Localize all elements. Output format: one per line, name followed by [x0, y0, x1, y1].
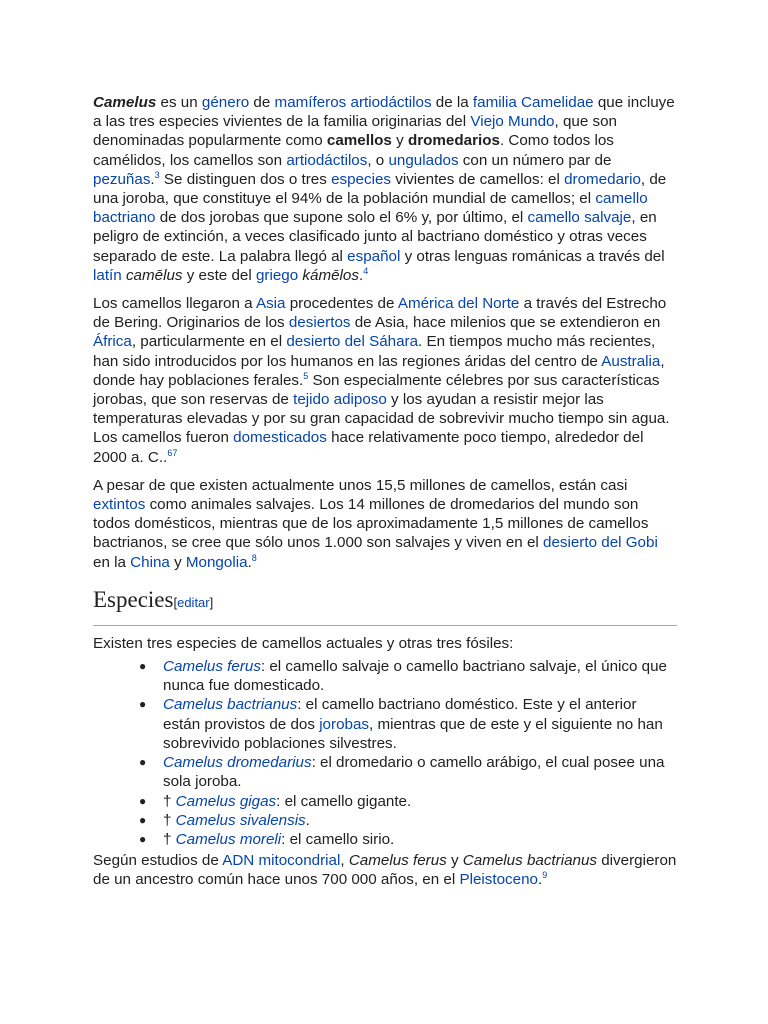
link-artiodactilos[interactable]: artiodáctilos	[286, 151, 368, 169]
link-camelus-moreli[interactable]: Camelus moreli	[175, 830, 282, 848]
edit-section	[173, 595, 213, 610]
dna-paragraph	[93, 851, 677, 889]
link-asia[interactable]: Asia	[255, 295, 286, 313]
text: : el camello bactriano doméstico. Este y el anterior están provistos de dos	[163, 696, 637, 733]
text: , que son denominadas popularmente como	[93, 113, 617, 150]
link-jorobas[interactable]: jorobas	[319, 715, 369, 733]
text: Son especialmente célebres por sus características jorobas, que son reservas de	[93, 371, 660, 409]
link-camelus-gigas[interactable]: Camelus gigas	[175, 792, 277, 810]
text: con un número par de	[458, 151, 612, 169]
text: , o	[367, 151, 389, 169]
link-genero[interactable]: género	[201, 94, 250, 111]
ref-67[interactable]: 67	[167, 447, 178, 458]
text: de la	[431, 94, 473, 111]
link-latin[interactable]: latín	[93, 266, 122, 284]
link-mongolia[interactable]: Mongolia	[185, 553, 248, 571]
text: .	[358, 266, 364, 284]
text: de Asia, hace milenios que se extendieron en	[350, 314, 661, 332]
text: Se distinguen dos o tres	[159, 170, 332, 188]
link-desierto-del-gobi[interactable]: desierto del Gobi	[543, 534, 658, 552]
ref-9[interactable]: 9	[542, 870, 548, 881]
text: . Como todos los camélidos, los camellos son	[93, 132, 614, 169]
link-domesticados[interactable]: domesticados	[233, 429, 327, 447]
species-camelus-bactrianus: Camelus bactrianus	[462, 852, 598, 870]
text: a través del Estrecho de Bering. Originarios de los	[93, 295, 667, 332]
link-dromedario[interactable]: dromedario	[564, 170, 641, 188]
bullet-icon: ●	[139, 755, 147, 770]
link-camello-salvaje[interactable]: camello salvaje	[527, 209, 632, 227]
text: como animales salvajes. Los 14 millones de dromedarios del mundo son todos domésticos, mientras que de los aproximadamente 1,5 millones de camellos bactrianos, se cree que sólo unos 1.000 son salvajes y viven en el	[93, 496, 649, 552]
section-heading-especies	[93, 586, 677, 626]
text: y	[169, 553, 186, 571]
bracket-close: ]	[209, 594, 214, 610]
link-tejido-adiposo[interactable]: tejido adiposo	[293, 391, 387, 409]
bullet-icon: ●	[139, 812, 147, 827]
link-extintos[interactable]: extintos	[93, 496, 146, 514]
ref-8[interactable]: 8	[251, 552, 257, 563]
edit-link[interactable]: editar	[177, 594, 210, 610]
bullet-icon: ●	[139, 697, 147, 712]
link-camelus-bactrianus[interactable]: Camelus bactrianus	[163, 696, 298, 714]
list-item	[93, 753, 677, 791]
ref-3[interactable]: 3	[154, 169, 160, 180]
text: A pesar de que existen actualmente unos 15,5 millones de camellos, están casi	[93, 476, 628, 494]
list-item	[93, 792, 677, 811]
link-ungulados[interactable]: ungulados	[388, 151, 459, 169]
text: , en peligro de extinción, a veces clasificado junto al bactriano doméstico y otras veces separado de este. La palabra llegó al	[93, 209, 657, 265]
ref-5[interactable]: 5	[303, 370, 309, 381]
link-espanol[interactable]: español	[347, 247, 401, 265]
text: .	[537, 871, 543, 889]
text: ,	[340, 852, 349, 870]
link-camelus-ferus[interactable]: Camelus ferus	[163, 658, 261, 676]
greek-word: kámēlos	[302, 266, 359, 284]
list-item	[93, 830, 677, 849]
text: Los camellos llegaron a	[93, 295, 256, 313]
text: : el dromedario o camello arábigo, el cual posee una sola joroba.	[163, 754, 665, 791]
text: : el camello gigante.	[276, 792, 412, 810]
link-camelus-dromedarius[interactable]: Camelus dromedarius	[163, 754, 312, 772]
species-list	[93, 657, 677, 849]
text: y este del	[182, 266, 256, 284]
text: y otras lenguas románicas a través del	[400, 247, 665, 265]
text: : el camello salvaje o camello bactriano salvaje, el único que nunca fue domesticado.	[163, 658, 667, 695]
link-viejo-mundo[interactable]: Viejo Mundo	[470, 113, 555, 131]
link-australia[interactable]: Australia	[601, 352, 661, 370]
article-body	[93, 93, 677, 899]
text: que incluye a las tres especies vivientes de la familia originarias del	[93, 94, 675, 131]
population-paragraph	[93, 476, 677, 572]
text: y los ayudan a resistir mejor las temperaturas elevadas y por su gran capacidad de sobrevivir mucho tiempo sin agua. Los camellos fueron	[93, 391, 670, 447]
text: . En tiempos mucho más recientes, han sido introducidos por los humanos en las regiones áridas del centro de	[93, 333, 656, 370]
text: vivientes de camellos: el	[391, 170, 565, 188]
origin-paragraph	[93, 294, 677, 467]
dagger-icon: †	[163, 811, 176, 829]
bullet-icon: ●	[139, 659, 147, 674]
text: en la	[93, 553, 131, 571]
bold-dromedarios: dromedarios	[407, 132, 500, 150]
link-desiertos[interactable]: desiertos	[288, 314, 351, 332]
link-china[interactable]: China	[130, 553, 170, 571]
species-camelus-ferus: Camelus ferus	[348, 852, 447, 870]
link-pezunas[interactable]: pezuñas	[93, 170, 151, 188]
text: hace relativamente poco tiempo, alrededor del 2000 a. C..	[93, 429, 644, 466]
link-mamiferos-artiodactilos[interactable]: mamíferos artiodáctilos	[274, 94, 432, 111]
link-pleistoceno[interactable]: Pleistoceno	[459, 871, 538, 889]
link-camelus-sivalensis[interactable]: Camelus sivalensis	[175, 811, 306, 829]
list-item	[93, 657, 677, 695]
text: y	[391, 132, 408, 150]
link-griego[interactable]: griego	[255, 266, 299, 284]
text: , de una joroba, que constituye el 94% de la población mundial de camellos; el	[93, 170, 667, 208]
link-america-del-norte[interactable]: América del Norte	[397, 295, 520, 313]
text: de dos jorobas que supone solo el 6% y, por último, el	[155, 209, 528, 227]
latin-word: camēlus	[125, 266, 183, 284]
text: es un	[156, 94, 202, 111]
text: .	[247, 553, 252, 571]
text: , mientras que de este y el siguiente no han sobrevivido poblaciones silvestres.	[163, 715, 663, 752]
link-adn-mitocondrial[interactable]: ADN mitocondrial	[222, 852, 341, 870]
dagger-icon: †	[163, 830, 176, 848]
text: divergieron de un ancestro común hace unos 700 000 años, en el	[93, 852, 677, 889]
link-familia-camelidae[interactable]: familia Camelidae	[472, 94, 594, 111]
link-camello-bactriano[interactable]: camello bactriano	[93, 190, 648, 227]
link-africa[interactable]: África	[93, 333, 132, 351]
list-item	[93, 811, 677, 830]
text: .	[305, 811, 310, 829]
intro-paragraph: Camelus es un género de mamíferos artiodáctilos de la familia Camelidae que incluye a las tres especies vivientes de la familia originarias del Viejo Mundo, que son denominadas popularmente como camellos y dromedarios. Como todos los camélidos, los camellos son artiodáctilos, o ungulados con un número par de pezuñas.$^3$ Se distinguen dos o tres especies vivientes de camellos: el dromedario, de una joroba, que constituye el 94% de la población mundial de camellos; el camello bactriano de dos jorobas que supone solo el 6% y, por último, el camello salvaje, en peligro de extinción, a veces clasificado junto al bactriano doméstico y otras veces separado de este. La palabra llegó al español y otras lenguas románicas a través del latín camēlus y este del griego kámēlos.$^4$	[93, 94, 675, 284]
bold-camellos: camellos	[326, 132, 392, 150]
link-especies[interactable]: especies	[331, 170, 392, 188]
list-item	[93, 695, 677, 753]
text: : el camello sirio.	[281, 830, 395, 848]
ref-4[interactable]: 4	[363, 265, 369, 276]
text: , particularmente en el	[131, 333, 287, 351]
bracket-open: [	[173, 594, 178, 610]
text: procedentes de	[285, 295, 398, 313]
dagger-icon: †	[163, 792, 176, 810]
genus-name: Camelus	[93, 94, 157, 111]
text: y	[446, 852, 463, 870]
species-intro: Existen tres especies de camellos actuales y otras tres fósiles:	[93, 634, 514, 652]
text: , donde hay poblaciones ferales.	[93, 352, 665, 389]
link-desierto-del-sahara[interactable]: desierto del Sáhara	[286, 333, 419, 351]
bullet-icon: ●	[139, 831, 147, 846]
bullet-icon: ●	[139, 793, 147, 808]
heading-title: Especies	[93, 586, 174, 612]
text: Según estudios de	[93, 852, 223, 870]
text: de	[249, 94, 275, 111]
